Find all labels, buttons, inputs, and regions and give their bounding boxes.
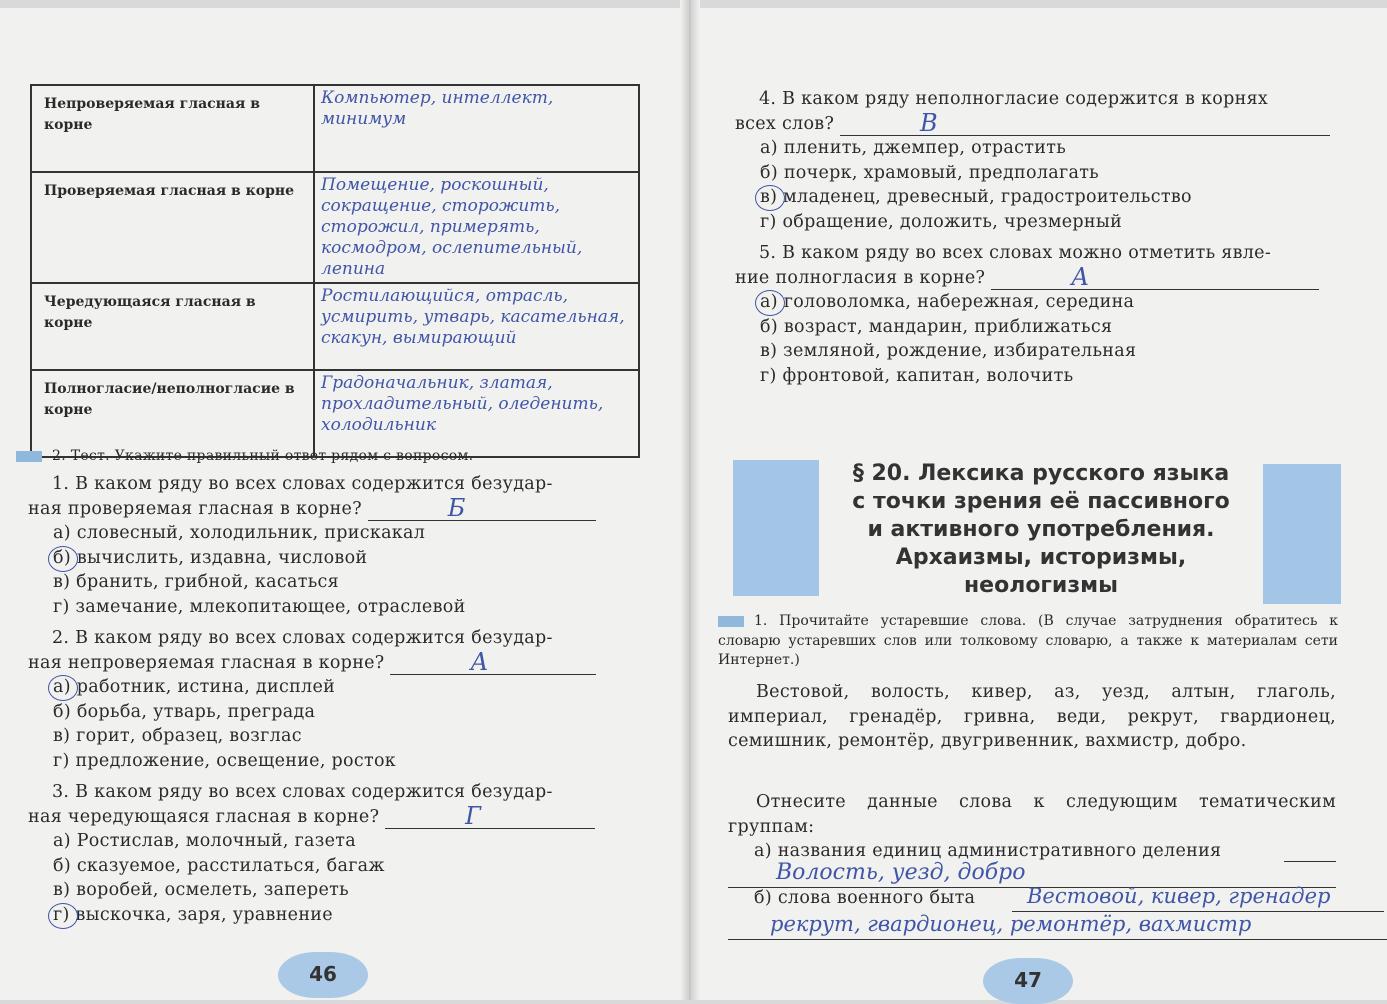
question-text: 4. В каком ряду неполногласие содержится в корнях	[759, 89, 1269, 109]
table-row	[31, 85, 639, 172]
answer-option[interactable]	[28, 854, 638, 879]
option-text: а) головоломка, набережная, середина	[760, 292, 1135, 312]
page-number-47: 47	[983, 958, 1073, 1004]
option-text: а) словесный, холодильник, прискакал	[53, 523, 426, 543]
option-text: б) возраст, мандарин, приближаться	[760, 316, 1113, 337]
answer-option[interactable]	[28, 595, 638, 620]
option-text: в) младенец, древесный, градостроительство	[760, 187, 1192, 207]
answer-field[interactable]	[840, 108, 1330, 137]
handwritten-answer: Б	[447, 493, 466, 522]
answer-option[interactable]	[28, 749, 638, 774]
page-number-46: 46	[278, 952, 368, 998]
answer-option[interactable]	[28, 829, 638, 854]
answer-option[interactable]	[735, 290, 1347, 315]
answer-field[interactable]	[385, 801, 595, 830]
table-row	[31, 172, 639, 283]
instruction: Отнесите данные слова к следующим тематическим группам:	[728, 792, 1336, 837]
question-text: 1. В каком ряду во всех словах содержится безудар-	[52, 474, 553, 494]
option-text: г) выскочка, заря, уравнение	[53, 904, 333, 925]
answer-cell[interactable]: Компьютер, интеллект, минимум	[314, 85, 639, 172]
handwritten-answer: А	[470, 647, 489, 676]
section-title-line: с точки зрения её пассивного	[852, 489, 1230, 514]
answer-option[interactable]	[28, 700, 638, 725]
answer-cell[interactable]: Помещение, роскошный, сокращение, сторожить, сторожил, примерять, космодром, ослепительный, лепина	[314, 172, 639, 283]
test-question	[28, 626, 638, 773]
test-question	[28, 780, 638, 927]
option-text: а) Ростислав, молочный, газета	[53, 831, 356, 851]
answer-option[interactable]	[28, 675, 638, 700]
task-marker	[718, 616, 744, 627]
answer-option[interactable]	[28, 570, 638, 595]
answer-cell[interactable]: Градоначальник, златая, прохладительный, оледенить, холодильник	[314, 370, 639, 457]
book-spine	[680, 0, 700, 1000]
vowel-table	[30, 84, 640, 458]
category-cell: Чередующаяся гласная в корне	[31, 283, 314, 370]
answer-option[interactable]	[735, 315, 1347, 340]
answer-option[interactable]	[28, 724, 638, 749]
answer-field[interactable]	[390, 647, 596, 676]
answer-option[interactable]	[735, 185, 1347, 210]
answer-option[interactable]	[735, 364, 1347, 389]
task1-text	[718, 612, 1338, 671]
option-text: в) воробей, осмелеть, запереть	[53, 880, 349, 900]
test-question	[28, 472, 638, 619]
question-text-cont: ная чередующаяся гласная в корне?	[28, 806, 380, 827]
option-text: в) бранить, грибной, касаться	[53, 572, 339, 592]
question-text: 5. В каком ряду во всех словах можно отметить явле-	[759, 243, 1272, 263]
option-text: г) предложение, освещение, росток	[53, 750, 397, 771]
group-a-label: а) названия единиц административного деления	[754, 841, 1222, 861]
section-title	[816, 460, 1266, 600]
task-marker	[16, 451, 42, 462]
answer-a[interactable]: Волость, уезд, добро	[728, 860, 1336, 888]
circle-mark-icon	[48, 675, 78, 701]
answer-option[interactable]	[28, 878, 638, 903]
answer-field[interactable]	[368, 493, 596, 522]
option-text: б) почерк, храмовый, предполагать	[760, 162, 1099, 183]
handwritten-answer: А	[1071, 262, 1090, 291]
answer-option[interactable]	[735, 161, 1347, 186]
answer-cell[interactable]: Ростилающийся, отрасль, усмирить, утварь, касательная, скакун, вымирающий	[314, 283, 639, 370]
task-heading	[16, 444, 473, 469]
option-text: а) пленить, джемпер, отрастить	[760, 138, 1067, 158]
table-row	[31, 283, 639, 370]
task1-instruction: 1. Прочитайте устаревшие слова. (В случае затруднения обратитесь к словарю устаревших слов или толковому словарю, а также к материалам сети Интернет.)	[718, 613, 1338, 668]
question-text-cont: всех слов?	[735, 113, 835, 134]
option-text: а) работник, истина, дисплей	[53, 677, 336, 697]
circle-mark-icon	[755, 290, 785, 316]
handwritten-answer: Г	[465, 801, 482, 830]
option-text: б) вычислить, издавна, числовой	[53, 547, 368, 568]
group-b-label: б) слова военного быта	[754, 888, 976, 908]
circle-mark-icon	[48, 903, 78, 929]
decor-box	[733, 460, 819, 596]
question-text: 3. В каком ряду во всех словах содержится безудар-	[52, 782, 553, 802]
circle-mark-icon	[48, 546, 78, 572]
option-text: б) сказуемое, расстилаться, багаж	[53, 855, 385, 876]
question-text-cont: ние полногласия в корне?	[735, 267, 986, 288]
category-cell: Непроверяемая гласная в корне	[31, 85, 314, 172]
answer-b-line2[interactable]: рекрут, гвардионец, ремонтёр, вахмистр	[728, 912, 1387, 940]
answer-option[interactable]	[735, 136, 1347, 161]
task-heading-text: 2. Тест. Укажите правильный ответ рядом с вопросом.	[52, 448, 474, 464]
answer-b-line1[interactable]: Вестовой, кивер, гренадер	[1012, 884, 1384, 912]
option-text: в) горит, образец, возглас	[53, 726, 302, 746]
section-title-line: и активного употребления.	[867, 517, 1215, 542]
category-cell: Проверяемая гласная в корне	[31, 172, 314, 283]
answer-option[interactable]	[735, 339, 1347, 364]
answer-option[interactable]	[28, 903, 638, 928]
answer-field[interactable]	[991, 262, 1319, 291]
answer-option[interactable]	[735, 210, 1347, 235]
word-list: Вестовой, волость, кивер, аз, уезд, алтын, глаголь, империал, гренадёр, гривна, веди, рекрут, гвардионец, семишник, ремонтёр, двугривенник, вахмистр, добро.	[728, 682, 1336, 751]
question-text-cont: ная проверяемая гласная в корне?	[28, 498, 362, 519]
category-cell: Полногласие/неполногласие в корне	[31, 370, 314, 457]
option-text: г) фронтовой, капитан, волочить	[760, 365, 1074, 386]
answer-option[interactable]	[28, 521, 638, 546]
section-title-line: Архаизмы, историзмы,	[895, 545, 1187, 570]
circle-mark-icon	[755, 185, 785, 211]
decor-box	[1263, 464, 1341, 604]
test-question	[735, 241, 1347, 388]
option-text: г) обращение, доложить, чрезмерный	[760, 211, 1123, 232]
handwritten-answer: В	[920, 108, 938, 137]
section-title-line: § 20. Лексика русского языка	[852, 461, 1230, 486]
option-text: г) замечание, млекопитающее, отраслевой	[53, 596, 466, 617]
question-text-cont: ная непроверяемая гласная в корне?	[28, 652, 385, 673]
test-question	[735, 87, 1347, 234]
option-text: б) борьба, утварь, преграда	[53, 701, 316, 722]
section-title-line: неологизмы	[963, 573, 1119, 598]
answer-option[interactable]	[28, 546, 638, 571]
question-text: 2. В каком ряду во всех словах содержится безудар-	[52, 628, 553, 648]
option-text: в) земляной, рождение, избирательная	[760, 341, 1137, 361]
